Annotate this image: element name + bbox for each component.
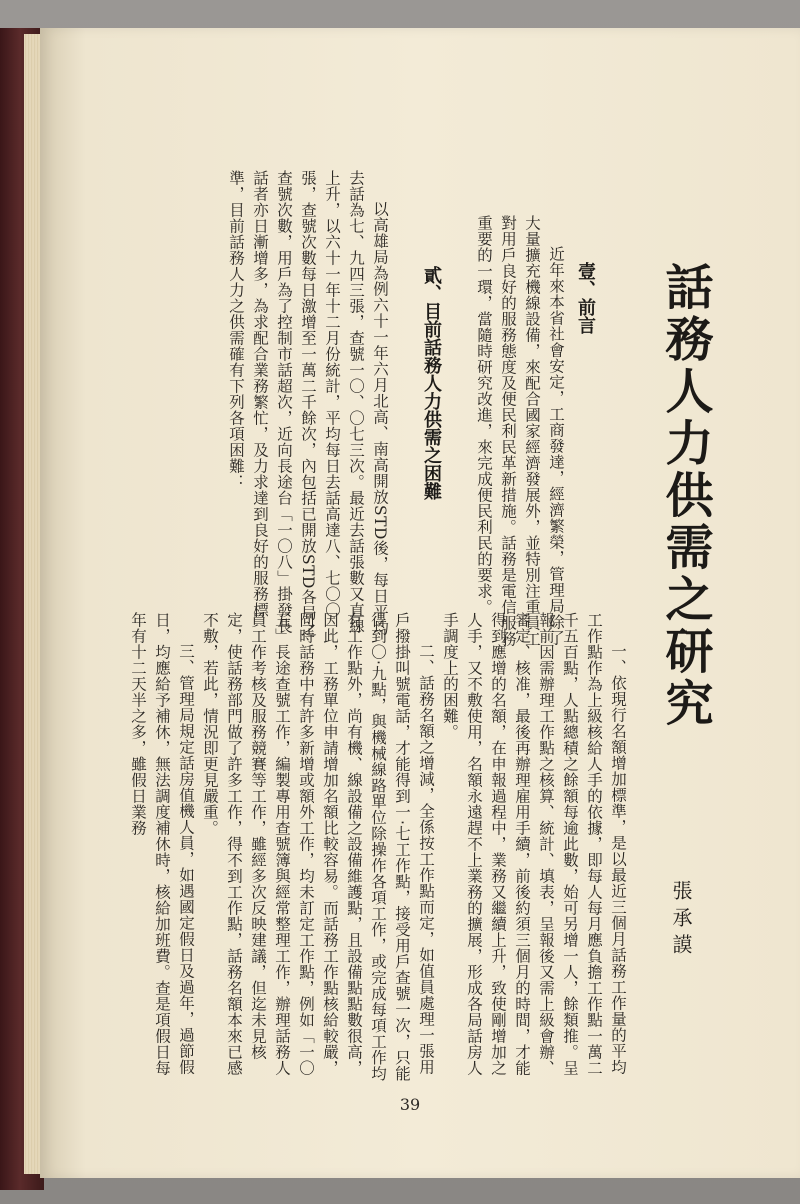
section-heading-supply: 貳、目前話務人力供需之困難: [421, 266, 442, 500]
author-name: 張承謨: [669, 880, 693, 961]
article-title: 話務人力供需之研究: [657, 262, 713, 730]
section-heading-intro: 壹、前言: [575, 262, 596, 334]
page-number: 39: [399, 1095, 421, 1114]
intro-paragraph: [434, 215, 568, 650]
supply-text: 以高雄局為例六十一年六月北高、南高開放STD後，每日平均去話為七、九四三張，查號一〇、〇七三次。最近去話張數又直線上升，以六十一年十二月份統計，平均每日去話高達八、七〇〇張，查號次數每日激增至一萬二千餘次，內包括已開放STD各局之查號次數，用戶為了控制市話超次，近向長途台「一〇八」掛發長話者亦日漸增多，為求配合業務繁忙，及力求達到良好的服務標準，目前話務人力之供需確有下列各項困難：: [227, 170, 389, 637]
point-1: 一、依現行名額增加標準，是以最近三個月話務工作量的平均工作點作為上級核給人手的依據，即每人每月應負擔工作點一萬二千五百點，人點總積之餘額每逾此數，始可另增一人，餘類推。呈報前因需辦理工作點之核算、統計、填表，呈報後又需上級會辦、審定、核准，最後再辦理雇用手續，前後約須三個月的時間，才能得到應增的名額，在申報過程中，業務又繼續上升，致使剛增加之人手，又不敷使用，名額永遠趕不上業務的擴展，形成各局話房人手調度上的困難。: [441, 612, 627, 1076]
difficulty-points: [100, 612, 630, 1090]
point-3: 三、管理局規定話房值機人員，如遇國定假日及過年，過節假日，均應給予補休，無法調度補休時，核給加班費。查是項假日每年有十二天半之多，雖假日業務: [129, 612, 195, 1076]
supply-paragraph: [100, 170, 392, 640]
point-2: 二、話務名額之增減，全係按工作點而定，如值員處理一張用戶撥掛叫號電話，才能得到一‧七工作點，接受用戶查號一次，只能得到〇‧九點，與機械線路單位除操作各項工作，或完成每項工作均有工作點外，尚有機、線設備之設備維護點，且設備點點數很高，因此，工務單位申請增加名額比較容易。而話務工作點核給較嚴，同時話務中有許多新增或額外工作，均未訂定工作點，例如「一〇五」長途查號工作，編製專用查號簿與經常整理工作，辦理話務人員工作考核及服務競賽等工作，雖經多次反映建議，但迄未見核定，使話務部門做了許多工作，得不到工作點，話務名額本來已感不敷，若此，情況即更見嚴重。: [201, 612, 435, 1082]
intro-text: 近年來本省社會安定，工商發達，經濟繁榮，管理局除了大量擴充機線設備，來配合國家經濟發展外，並特別注重員工對用戶良好的服務態度及便民利民革新措施。話務是電信服務重要的一環，當隨時研究改進，來完成便民利民的要求。: [475, 215, 565, 647]
